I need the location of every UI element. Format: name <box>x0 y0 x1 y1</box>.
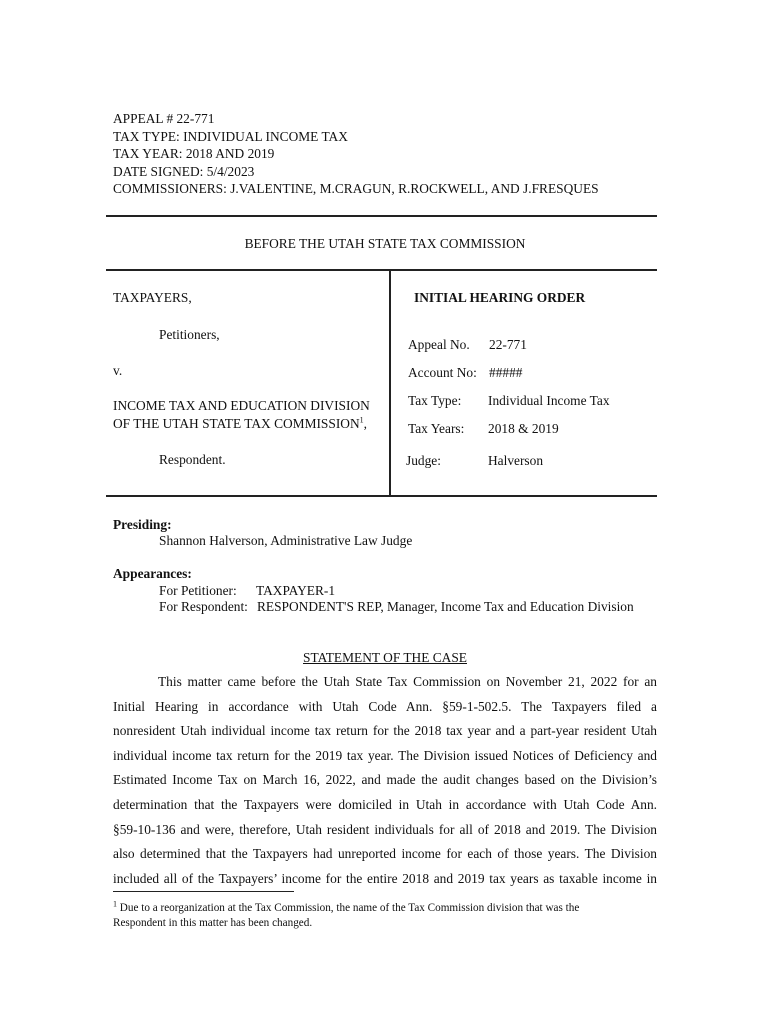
tax-years-label: Tax Years: <box>408 421 465 436</box>
statement-line: included all of the Taxpayers’ income for the entire 2018 and 2019 tax years as taxable income in <box>113 870 657 886</box>
account-no-value: ##### <box>489 365 523 380</box>
petitioners-label: Petitioners, <box>159 327 220 342</box>
tax-years-value: 2018 & 2019 <box>488 421 559 436</box>
respondent-name-line1: INCOME TAX AND EDUCATION DIVISION <box>113 398 370 413</box>
statement-line: also determined that the Taxpayers had unreported income for each of those years. The Division <box>113 846 657 862</box>
taxpayers-label: TAXPAYERS, <box>113 290 192 305</box>
footnote-reference: 1 <box>359 415 364 425</box>
commissioners: COMMISSIONERS: J.VALENTINE, M.CRAGUN, R.ROCKWELL, AND J.FRESQUES <box>113 181 599 197</box>
tax-type: TAX TYPE: INDIVIDUAL INCOME TAX <box>113 128 348 144</box>
appearances-heading: Appearances: <box>113 566 192 581</box>
statement-line: Initial Hearing in accordance with Utah Code Ann. §59-1-502.5. The Taxpayers filed a <box>113 698 657 714</box>
top-divider <box>106 215 657 217</box>
appeal-no-value: 22-771 <box>489 337 527 352</box>
statement-line: determination that the Taxpayers were domiciled in Utah in accordance with Utah Code Ann. <box>113 796 657 812</box>
footnote-number: 1 <box>113 899 117 909</box>
caption-top-divider <box>106 269 657 271</box>
tax-year: TAX YEAR: 2018 AND 2019 <box>113 146 275 162</box>
footnote-divider <box>113 891 294 892</box>
judge-label: Judge: <box>406 453 441 468</box>
respondent-rep-value: RESPONDENT'S REP, Manager, Income Tax and Education Division <box>257 599 634 614</box>
judge-value: Halverson <box>488 453 544 468</box>
statement-line: Estimated Income Tax on March 16, 2022, and made the audit changes based on the Division’s <box>113 772 657 788</box>
statement-heading: STATEMENT OF THE CASE <box>303 650 467 665</box>
appeal-number: APPEAL # 22-771 <box>113 111 215 126</box>
statement-line: This matter came before the Utah State Tax Commission on November 21, 2022 for an <box>158 674 657 689</box>
case-header <box>113 110 599 198</box>
footnote-line1: $^1$ Due to a reorganization at the Tax Commission, the name of the Tax Commission division that was the <box>113 899 580 914</box>
presiding-heading: Presiding: <box>113 517 172 532</box>
caption-bottom-divider <box>106 495 657 497</box>
tax-type-label: Tax Type: <box>408 393 462 408</box>
statement-line: §59-10-136 and were, therefore, Utah resident individuals for all of 2018 and 2019. The Division <box>113 821 657 837</box>
order-title: INITIAL HEARING ORDER <box>414 290 586 305</box>
footnote-line2: Respondent in this matter has been changed. <box>113 917 313 929</box>
caption-vertical-divider <box>389 269 391 497</box>
tax-type-value: Individual Income Tax <box>488 393 610 408</box>
before-title: BEFORE THE UTAH STATE TAX COMMISSION <box>244 236 526 251</box>
respondent-label: Respondent. <box>159 452 226 467</box>
statement-paragraph <box>113 670 657 891</box>
petitioner-label: For Petitioner: <box>159 583 237 598</box>
versus-label: v. <box>113 363 123 378</box>
statement-line: nonresident Utah individual income tax return for the 2018 tax year and a part-year resident Utah <box>113 723 657 739</box>
respondent-rep-label: For Respondent: <box>159 599 248 614</box>
respondent-name-line2: OF THE UTAH STATE TAX COMMISSION$^1$, <box>113 415 367 431</box>
petitioner-value: TAXPAYER-1 <box>256 583 336 598</box>
presiding-judge: Shannon Halverson, Administrative Law Judge <box>159 533 413 548</box>
appeal-no-label: Appeal No. <box>408 337 470 352</box>
date-signed: DATE SIGNED: 5/4/2023 <box>113 163 255 179</box>
statement-line: individual income tax return for the 2019 tax year. The Division issued Notices of Deficiency and <box>113 747 657 763</box>
account-no-label: Account No: <box>408 365 477 380</box>
